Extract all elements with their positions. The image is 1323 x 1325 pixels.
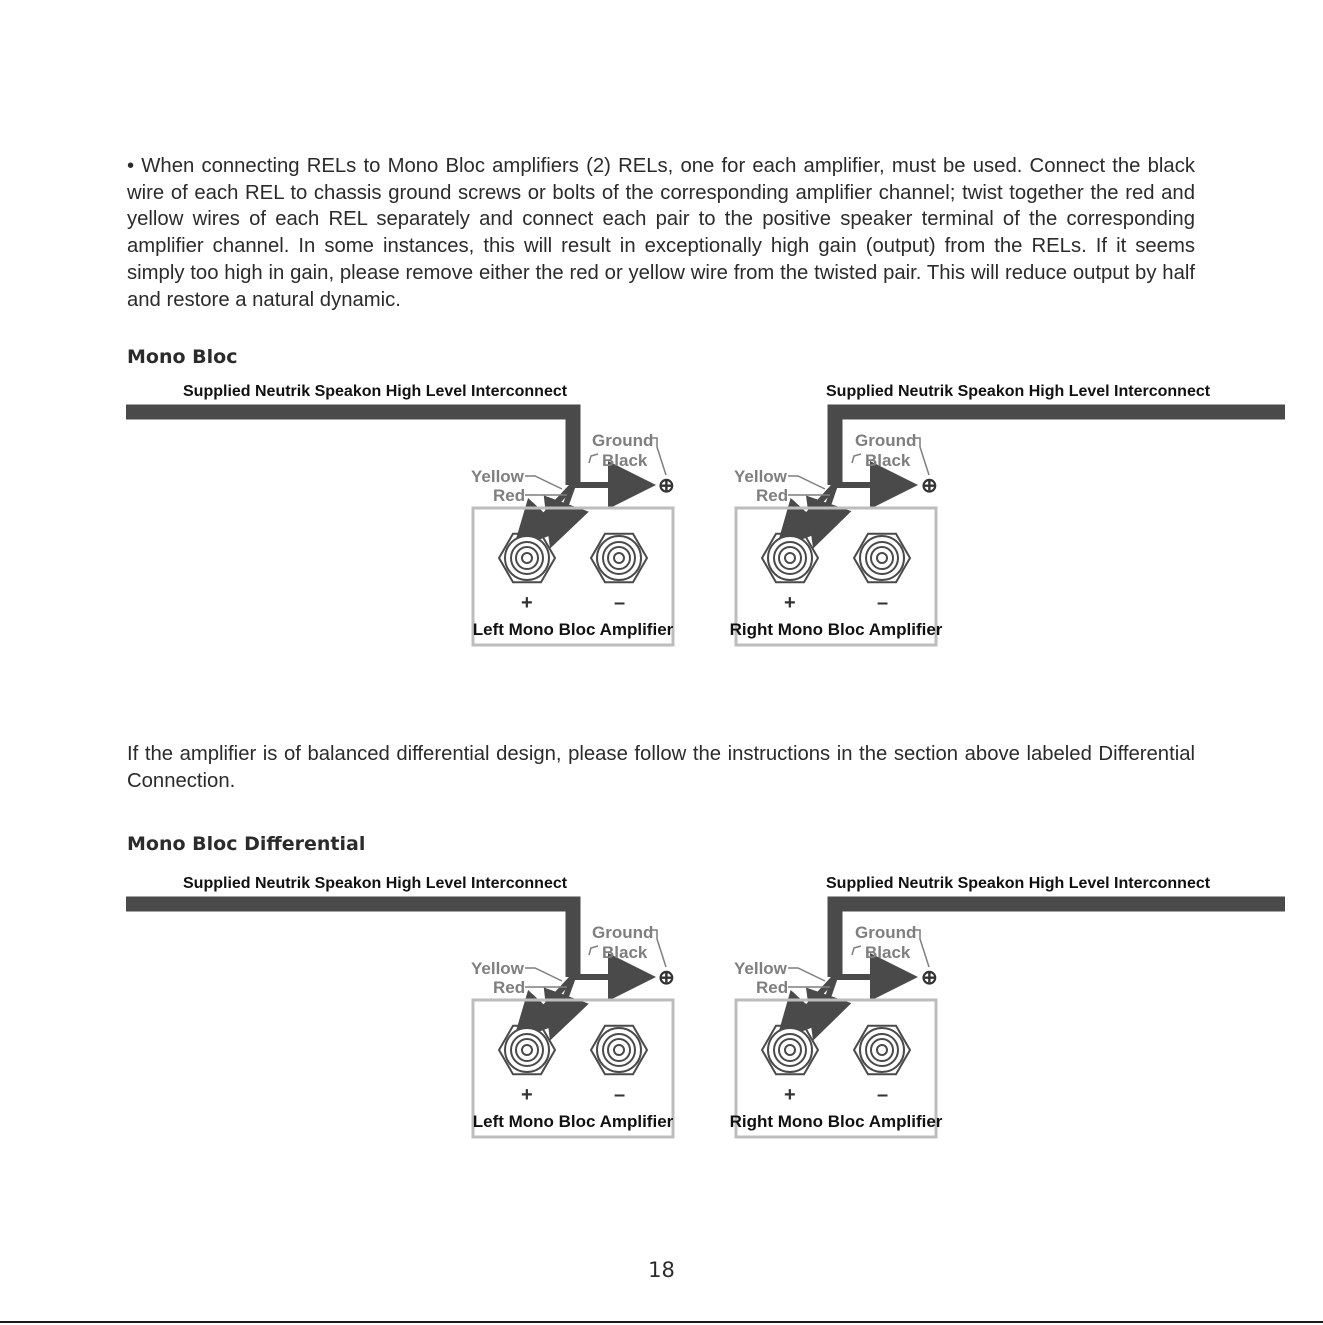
page-number: 18 — [648, 1258, 675, 1282]
ground-label: Ground — [855, 431, 917, 450]
yellow-label: Yellow — [734, 959, 787, 978]
yellow-leader — [525, 476, 562, 489]
left-amplifier-label: Left Mono Bloc Amplifier — [472, 1112, 674, 1131]
section-heading-mono-bloc-differential: Mono Bloc Differential — [127, 833, 366, 855]
black-label: Black — [865, 943, 911, 962]
positive-sign: + — [784, 1084, 796, 1106]
black-label: Black — [602, 943, 648, 962]
right-amplifier-label: Right Mono Bloc Amplifier — [729, 1112, 943, 1131]
yellow-label: Yellow — [471, 959, 524, 978]
bottom-rule — [0, 1321, 1323, 1323]
red-label: Red — [493, 486, 526, 505]
ground-symbol-icon: ⊕ — [658, 475, 675, 497]
negative-sign: – — [614, 1084, 626, 1106]
negative-sign: – — [877, 592, 889, 614]
yellow-leader — [525, 968, 562, 981]
yellow-label: Yellow — [734, 467, 787, 486]
ground-label: Ground — [855, 923, 917, 942]
black-leader — [852, 946, 861, 955]
positive-sign: + — [784, 592, 796, 614]
positive-sign: + — [521, 1084, 533, 1106]
yellow-leader — [788, 476, 825, 489]
positive-sign: + — [521, 592, 533, 614]
red-label: Red — [756, 978, 789, 997]
ground-symbol-icon: ⊕ — [921, 475, 938, 497]
yellow-leader — [788, 968, 825, 981]
interconnect-label: Supplied Neutrik Speakon High Level Interconnect — [826, 875, 1211, 892]
red-label: Red — [493, 978, 526, 997]
ground-symbol-icon: ⊕ — [921, 967, 938, 989]
black-label: Black — [602, 451, 648, 470]
ground-label: Ground — [592, 431, 654, 450]
ground-symbol-icon: ⊕ — [658, 967, 675, 989]
ground-label: Ground — [592, 923, 654, 942]
balanced-paragraph: If the amplifier is of balanced differential design, please follow the instructions in the section above labeled Differential Connection. — [127, 743, 1195, 792]
negative-sign: – — [614, 592, 626, 614]
mono-bloc-differential-diagram — [0, 867, 1323, 1142]
intro-paragraph: • When connecting RELs to Mono Bloc amplifiers (2) RELs, one for each amplifier, must be used. Connect the black wire of each REL to chassis ground screws or bolts of the corresponding amplifier channel; twist together the red and yellow wires of each REL separately and connect each pair to the positive speaker terminal of the corresponding amplifier channel. In some instances, this will result in exceptionally high gain (output) from the RELs. If it seems simply too high in gain, please remove either the red or yellow wire from the twisted pair. This will reduce output by half and restore a natural dynamic. — [127, 155, 1195, 311]
interconnect-label: Supplied Neutrik Speakon High Level Interconnect — [826, 383, 1211, 400]
interconnect-label: Supplied Neutrik Speakon High Level Interconnect — [183, 875, 568, 892]
black-leader — [589, 946, 598, 955]
red-label: Red — [756, 486, 789, 505]
right-amplifier-label: Right Mono Bloc Amplifier — [729, 620, 943, 639]
mono-bloc-diagram — [0, 375, 1323, 650]
black-label: Black — [865, 451, 911, 470]
negative-sign: – — [877, 1084, 889, 1106]
yellow-label: Yellow — [471, 467, 524, 486]
left-amplifier-label: Left Mono Bloc Amplifier — [472, 620, 674, 639]
interconnect-label: Supplied Neutrik Speakon High Level Interconnect — [183, 383, 568, 400]
black-leader — [852, 454, 861, 463]
black-leader — [589, 454, 598, 463]
section-heading-mono-bloc: Mono Bloc — [127, 346, 238, 368]
